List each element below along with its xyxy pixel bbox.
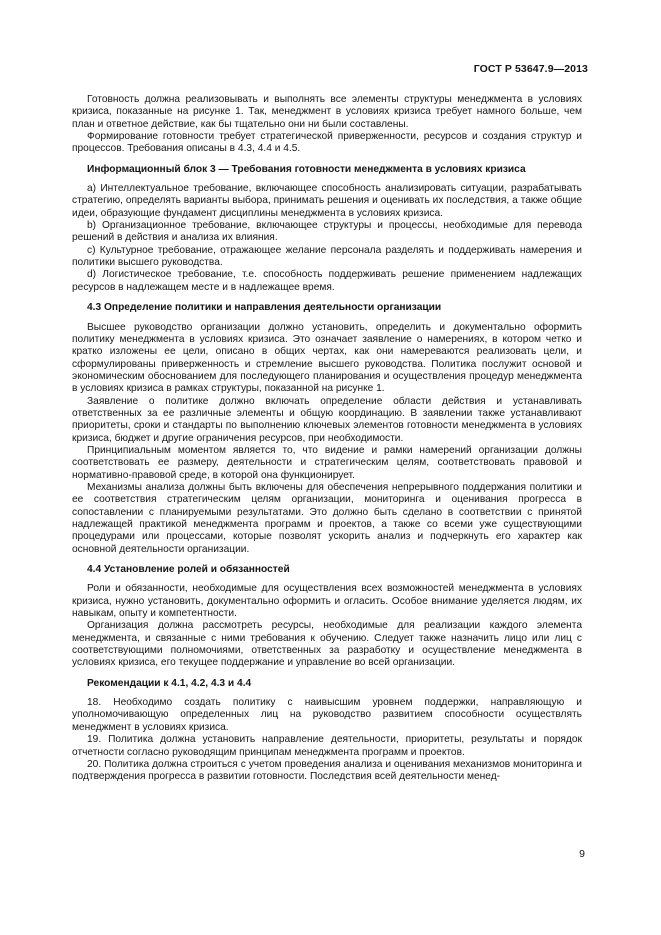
page-content xyxy=(72,94,582,784)
paragraph: Готовность должна реализовывать и выполнять все элементы структуры менеджмента в условиях кризиса, показанные на рисунке 1. Так, менеджмент в условиях кризиса требует намного больше, чем план и ответное действие, как бы тщательно они ни были составлены. xyxy=(72,94,582,130)
section-heading-4-4: 4.4 Установление ролей и обязанностей xyxy=(87,564,290,576)
paragraph: Принципиальным моментом является то, что видение и рамки намерений организации должны соответствовать ее размеру, деятельности и стратегическим целям, соответствовать правовой и нормативно-правовой среде, в которой она функционирует. xyxy=(72,444,582,481)
paragraph: Заявление о политике должно включать определение области действия и устанавливать ответственных за ее различные элементы и общую координацию. В заявлении также устанавливают приоритеты, сроки и стандарты по выполнению ключевых элементов готовности менеджмента в условиях кризиса, бюджет и другие ограничения ресурсов, при необходимости. xyxy=(72,395,582,444)
paragraph: Формирование готовности требует стратегической приверженности, ресурсов и создания структур и процессов. Требования описаны в 4.3, 4.4 и 4.5. xyxy=(72,131,582,155)
info-item-d: d) Логистическое требование, т.е. способность поддерживать решение применением надлежащих ресурсов в надлежащем месте и в надлежащее время. xyxy=(72,269,582,293)
info-item-c: c) Культурное требование, отражающее желание персонала разделять и поддерживать намерения и политики высшего руководства. xyxy=(72,244,582,269)
info-item-a: а) Интеллектуальное требование, включающее способность анализировать ситуации, разрабатывать стратегию, определять варианты выбора, принимать решения и оценивать их последствия, а также общие идеи, образующие фундамент дисциплины менеджмента в условиях кризиса. xyxy=(72,183,582,219)
paragraph: Организация должна рассмотреть ресурсы, необходимые для реализации каждого элемента менеджмента, и связанные с ними требования к обучению. Следует также назначить лицо или лиц с соответствующими полномочиями, ответственных за разработку и осуществление менеджмента в условиях кризиса, его текущее поддержание и управление во всей организации. xyxy=(72,620,582,669)
paragraph: Механизмы анализа должны быть включены для обеспечения непрерывного поддержания политики и ее соответствия стратегическим целям организации, мониторинга и оценивания прогресса в сопоставлении с планируемыми результатами. Это должно быть сделано в соответствии с принятой надлежащей практикой менеджмента программ и проектов, а также со всеми уже существующими процедурами или процессами, которые позволят ускорить анализ и подчеркнуть его характер как основной деятельности организации. xyxy=(72,481,582,555)
info-block-title: Информационный блок 3 — Требования готовности менеджмента в условиях кризиса xyxy=(87,163,526,175)
section-heading-4-3: 4.3 Определение политики и направления деятельности организации xyxy=(87,302,442,314)
paragraph: Высшее руководство организации должно установить, определить и документально оформить политику менеджмента в условиях кризиса. Это означает заявление о намерениях, в котором четко и кратко изложены ее цели, описано в общих чертах, как они намереваются реализовать цели, и сформулированы приверженность и стремление высшего руководства. Политика послужит основой и экономическим обоснованием для последующего планирования и осуществления процедур менеджмента в условиях кризиса в рамках структуры, показанной на рисунке 1. xyxy=(72,321,582,395)
document-id-header: ГОСТ Р 53647.9—2013 xyxy=(473,63,588,75)
paragraph: Роли и обязанности, необходимые для осуществления всех возможностей менеджмента в условиях кризиса, нужно установить, документально оформить и огласить. Особое внимание уделяется людям, их навыкам, опыту и компетентности. xyxy=(72,583,582,620)
recommendation-20: 20. Политика должна строиться с учетом проведения анализа и оценивания механизмов мониторинга и подтверждения прогресса в развитии готовности. Последствия всей деятельности менед- xyxy=(72,758,582,783)
info-item-b: b) Организационное требование, включающее структуры и процессы, необходимые для перевода решений в действия и анализа их влияния. xyxy=(72,220,582,244)
recommendation-19: 19. Политика должна установить направление деятельности, приоритеты, результаты и порядок отчетности согласно руководящим принципам менеджмента программ и проектов. xyxy=(72,734,582,758)
recommendation-18: 18. Необходимо создать политику с наивысшим уровнем поддержки, направляющую и уполномочивающую определенных лиц на руководство развитием способности осуществлять менеджмент в условиях кризиса. xyxy=(72,697,582,733)
recommendations-heading: Рекомендации к 4.1, 4.2, 4.3 и 4.4 xyxy=(87,677,252,689)
page-number: 9 xyxy=(579,848,585,860)
